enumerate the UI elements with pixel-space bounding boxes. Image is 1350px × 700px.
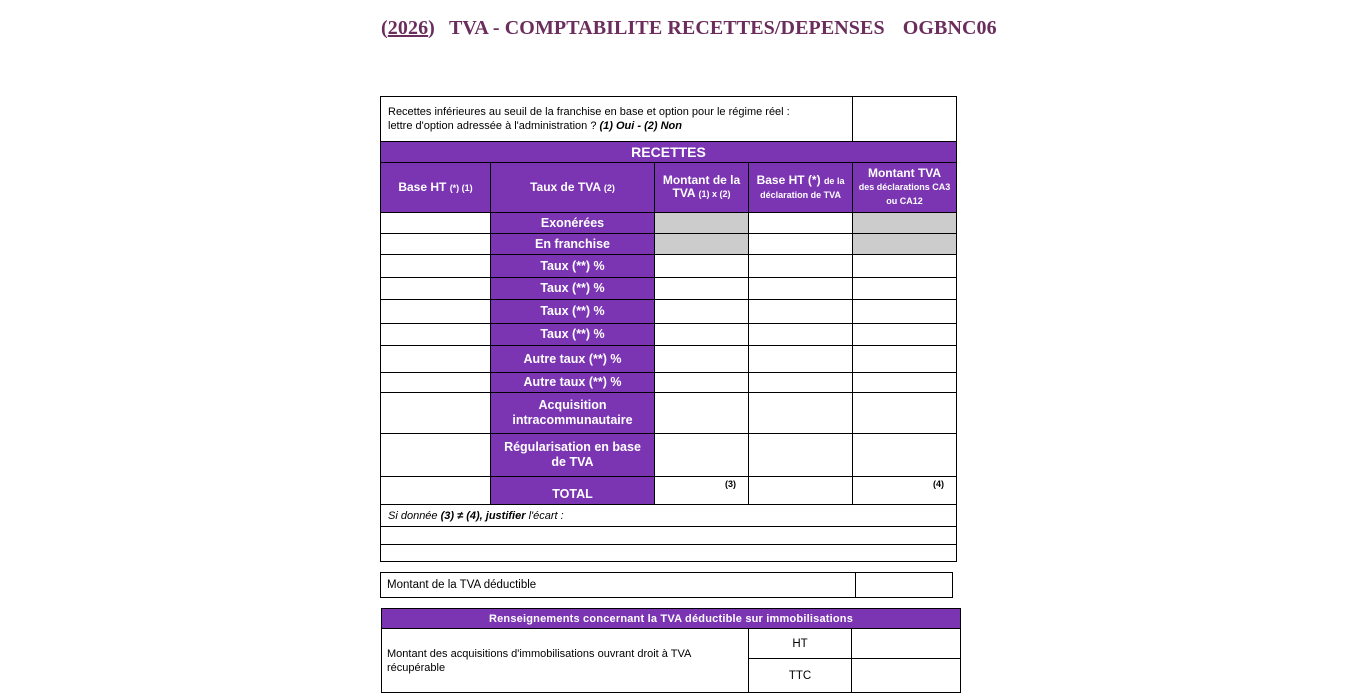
montant-tva-field[interactable]	[655, 255, 749, 278]
base-decl-field[interactable]	[749, 255, 853, 278]
montant-tva-field[interactable]	[655, 324, 749, 346]
base-decl-field[interactable]	[749, 346, 853, 373]
table-row	[381, 434, 957, 477]
recettes-table	[380, 96, 957, 562]
total-base-ht-field[interactable]	[381, 477, 491, 505]
row-label: Taux (**) %	[491, 300, 655, 324]
base-ht-field[interactable]	[381, 300, 491, 324]
table-row	[381, 324, 957, 346]
ecart-justification-field[interactable]	[381, 527, 957, 545]
ht-label: HT	[749, 629, 852, 659]
row-label: Taux (**) %	[491, 255, 655, 278]
base-decl-field[interactable]	[749, 213, 853, 234]
table-row	[381, 300, 957, 324]
row-label: En franchise	[491, 234, 655, 255]
base-ht-field[interactable]	[381, 255, 491, 278]
base-decl-field[interactable]	[749, 278, 853, 300]
montant-decl-field[interactable]	[853, 278, 957, 300]
total-base-decl-field[interactable]	[749, 477, 853, 505]
immobilisations-table	[381, 608, 961, 693]
title-year: (2026)	[381, 17, 435, 39]
ttc-field[interactable]	[852, 659, 961, 693]
base-ht-field[interactable]	[381, 434, 491, 477]
col-header-montant-declarations: Montant TVA des déclarations CA3 ou CA12	[853, 163, 957, 213]
table-row	[381, 234, 957, 255]
row-label: Taux (**) %	[491, 324, 655, 346]
montant-decl-field[interactable]	[853, 393, 957, 434]
ht-field[interactable]	[852, 629, 961, 659]
deductible-label: Montant de la TVA déductible	[381, 573, 856, 598]
table-row	[381, 346, 957, 373]
montant-decl-field[interactable]	[853, 373, 957, 393]
row-label: Taux (**) %	[491, 278, 655, 300]
montant-tva-field[interactable]	[655, 393, 749, 434]
table-row	[381, 373, 957, 393]
base-decl-field[interactable]	[749, 434, 853, 477]
montant-decl-field[interactable]	[853, 255, 957, 278]
row-label: Régularisation en base de TVA	[491, 434, 655, 477]
montant-tva-field[interactable]	[655, 300, 749, 324]
table-row	[381, 255, 957, 278]
total-note-4[interactable]: (4)	[853, 477, 957, 505]
page-title	[381, 17, 997, 40]
montant-tva-field[interactable]	[655, 346, 749, 373]
base-ht-field[interactable]	[381, 278, 491, 300]
row-label: Autre taux (**) %	[491, 373, 655, 393]
montant-decl-field[interactable]	[853, 434, 957, 477]
montant-decl-field[interactable]	[853, 324, 957, 346]
option-question: Recettes inférieures au seuil de la franchise en base et option pour le régime réel : lettre d'option adressée à l'administration ? (1) Oui - (2) Non	[381, 97, 853, 142]
base-decl-field[interactable]	[749, 300, 853, 324]
ttc-label: TTC	[749, 659, 852, 693]
col-header-base-ht: Base HT (*) (1)	[381, 163, 491, 213]
base-ht-field[interactable]	[381, 234, 491, 255]
deductible-field[interactable]	[856, 573, 953, 598]
col-header-montant-tva: Montant de la TVA (1) x (2)	[655, 163, 749, 213]
title-text: TVA - COMPTABILITE RECETTES/DEPENSES	[448, 17, 885, 39]
immobilisations-label: Montant des acquisitions d'immobilisations ouvrant droit à TVA récupérable	[382, 629, 749, 693]
section-recettes: RECETTES	[381, 142, 957, 163]
disabled-cell	[853, 234, 957, 255]
montant-decl-field[interactable]	[853, 300, 957, 324]
base-decl-field[interactable]	[749, 324, 853, 346]
montant-decl-field[interactable]	[853, 346, 957, 373]
montant-tva-field[interactable]	[655, 373, 749, 393]
option-answer-field[interactable]	[853, 97, 957, 142]
title-code: OGBNC06	[902, 17, 997, 39]
total-row	[381, 477, 957, 505]
total-note-3[interactable]: (3)	[655, 477, 749, 505]
table-row	[381, 393, 957, 434]
base-ht-field[interactable]	[381, 213, 491, 234]
base-ht-field[interactable]	[381, 324, 491, 346]
montant-tva-field[interactable]	[655, 434, 749, 477]
base-decl-field[interactable]	[749, 393, 853, 434]
total-label: TOTAL	[491, 477, 655, 505]
row-label: Exonérées	[491, 213, 655, 234]
disabled-cell	[853, 213, 957, 234]
option-choices: (1) Oui - (2) Non	[599, 120, 682, 132]
table-row	[381, 213, 957, 234]
base-decl-field[interactable]	[749, 373, 853, 393]
montant-tva-field[interactable]	[655, 278, 749, 300]
ecart-label: Si donnée (3) ≠ (4), justifier l'écart :	[381, 505, 957, 527]
row-label: Acquisition intracommunautaire	[491, 393, 655, 434]
col-header-base-declaration: Base HT (*) de la déclaration de TVA	[749, 163, 853, 213]
base-decl-field[interactable]	[749, 234, 853, 255]
row-label: Autre taux (**) %	[491, 346, 655, 373]
base-ht-field[interactable]	[381, 346, 491, 373]
ecart-justification-field[interactable]	[381, 545, 957, 562]
base-ht-field[interactable]	[381, 373, 491, 393]
deductible-table	[380, 572, 953, 598]
base-ht-field[interactable]	[381, 393, 491, 434]
disabled-cell	[655, 213, 749, 234]
immobilisations-header: Renseignements concernant la TVA déductible sur immobilisations	[382, 609, 961, 629]
table-row	[381, 278, 957, 300]
disabled-cell	[655, 234, 749, 255]
col-header-taux: Taux de TVA (2)	[491, 163, 655, 213]
